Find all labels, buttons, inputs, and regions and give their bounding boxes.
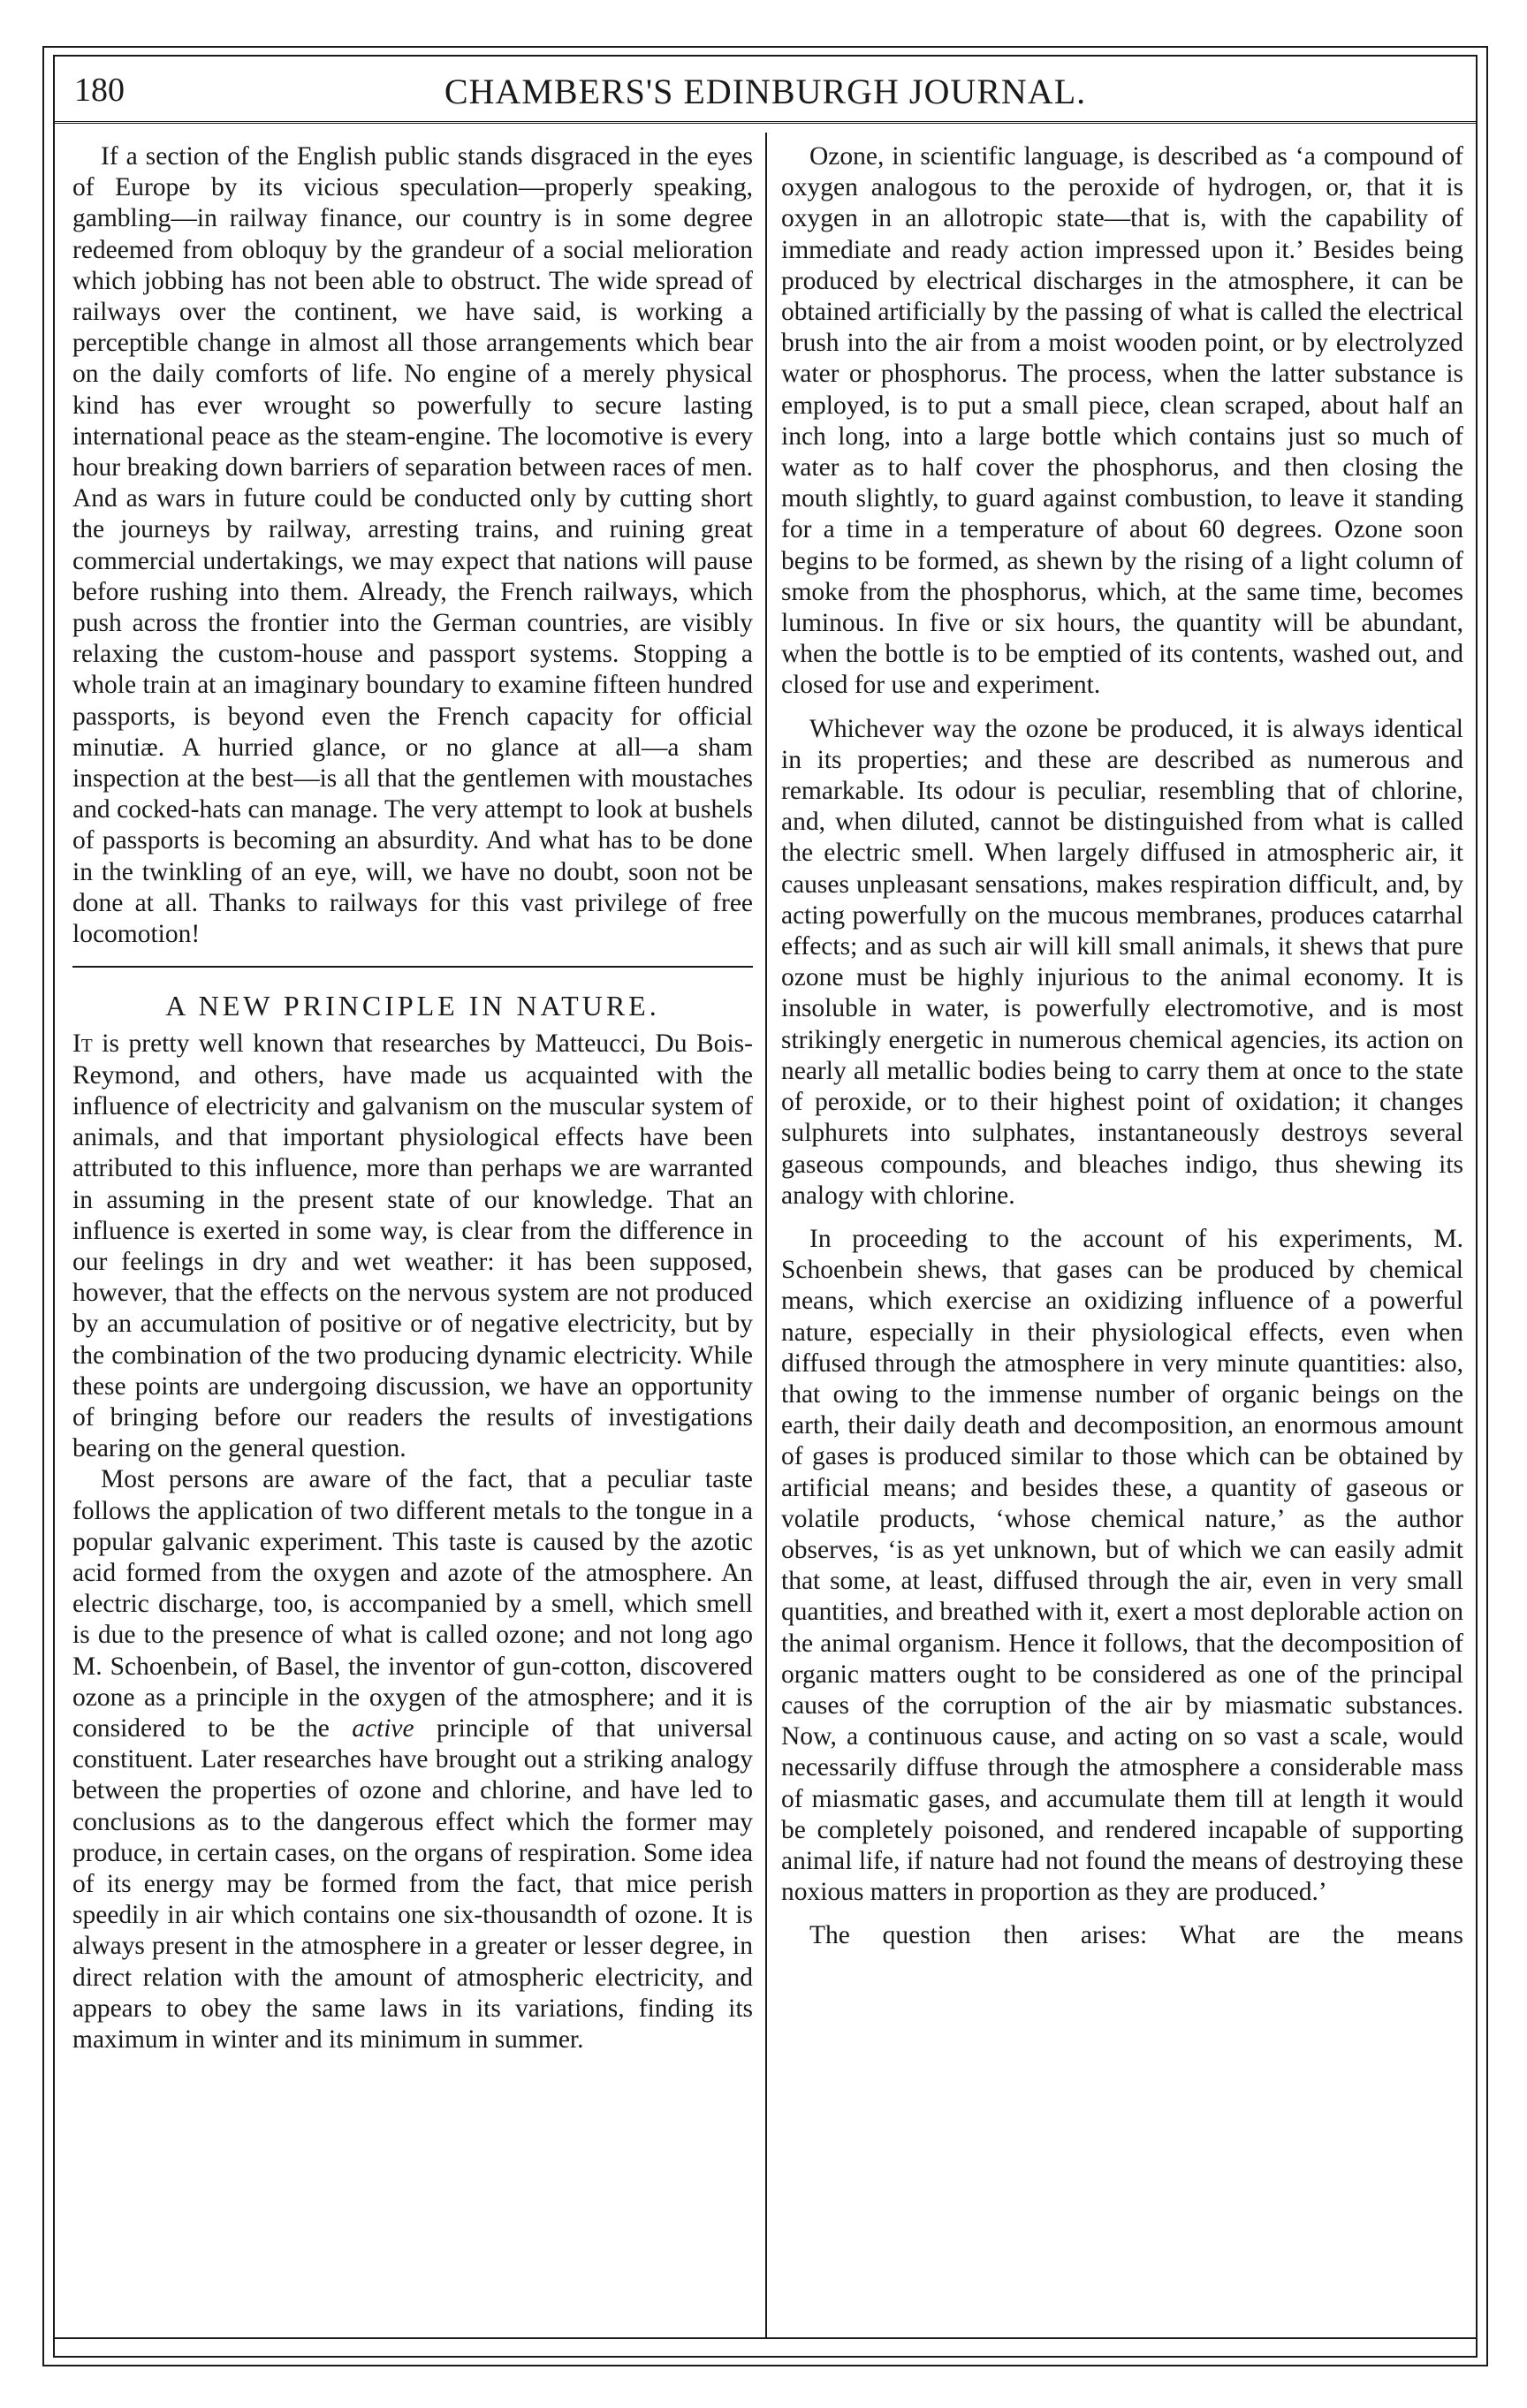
journal-title: CHAMBERS'S EDINBURGH JOURNAL. [444, 72, 1087, 111]
intro-paragraph: If a section of the English public stands disgraced in the eyes of Europe by its vicious speculation—properly speaking, gambling—in railway finance, our country is in some degree redeemed from obloquy by the grandeur of a social melioration which jobbing has not been able to obstruct. The wide spread of railways over the continent, we have said, is working a perceptible change in almost all those arrangements which bear on the daily comforts of life. No engine of a merely physical kind has ever wrought so powerfully to secure lasting international peace as the steam-engine. The locomotive is every hour breaking down barriers of separation between races of men. And as wars in future could be conducted only by cutting short the journeys by railway, arresting trains, and ruining great commercial undertakings, we may expect that nations will pause before rushing into them. Already, the French railways, which push across the frontier into the German countries, are visibly relaxing the custom-house and passport systems. Stopping a whole train at an imaginary boundary to examine fifteen hundred passports, is beyond even the French capacity for official minutiæ. A hurried glance, or no glance at all—a sham inspection at the best—is all that the gentlemen with moustaches and cocked-hats can manage. The very attempt to look at bushels of passports is becoming an absurdity. And what has to be done in the twinkling of an eye, will, we have no doubt, soon not be done at all. Thanks to railways for this vast privilege of free locomotion! [72, 142, 753, 949]
left-column [72, 141, 753, 2055]
page-number: 180 [74, 72, 125, 109]
article-paragraph-2-emphasis: active [352, 1713, 414, 1743]
bottom-rule [53, 2337, 1478, 2339]
section-divider [72, 966, 753, 968]
ozone-paragraph-4: The question then arises: What are the means [809, 1921, 1463, 1950]
article-lead-word: It [72, 1029, 93, 1059]
article-paragraph-2-part-a: Most persons are aware of the fact, that a peculiar taste follows the application of two different metals to the tongue in a popular galvanic experiment. This taste is caused by the azotic acid formed from the oxygen and azote of the atmosphere. An electric discharge, too, is accompanied by a smell, which smell is due to the presence of what is called ozone; and not long ago M. Schoenbein, of Basel, the inventor of gun-cotton, discovered ozone as a principle in the oxygen of the atmosphere; and it is considered to be the [72, 1465, 753, 1743]
column-divider [765, 133, 767, 2337]
article-paragraph-2-part-b: principle of that universal constituent. Later researches have brought out a striking analogy between the properties of ozone and chlorine, and have led to conclusions as to the dangerous effect which the former may produce, in certain cases, on the organs of respiration. Some idea of its energy may be formed from the fact, that mice perish speedily in air which contains one six-thousandth of ozone. It is always present in the atmosphere in a greater or lesser degree, in direct relation with the amount of atmospheric electricity, and appears to obey the same laws in its variations, finding its maximum in winter and its minimum in summer. [72, 1713, 753, 2054]
article-paragraph-1-text: is pretty well known that researches by Matteucci, Du Bois-Reymond, and others, have made us acquainted with the influence of electricity and galvanism on the muscular system of animals, and that important physiological effects have been attributed to this influence, more than perhaps we are warranted in assuming in the present state of our knowledge. That an influence is exerted in some way, is clear from the difference in our feelings in dry and wet weather: it has been supposed, however, that the effects on the nervous system are not produced by an accumulation of positive or of negative electricity, but by the combination of the two producing dynamic electricity. While these points are undergoing discussion, we have an opportunity of bringing before our readers the results of investigations bearing on the general question. [72, 1029, 753, 1463]
right-column [781, 141, 1463, 1952]
ozone-paragraph-3: In proceeding to the account of his experiments, M. Schoenbein shews, that gases can be produced by chemical means, which exercise an oxidizing influence of a powerful nature, especially in their physiological effects, even when diffused through the atmosphere in very minute quantities: also, that owing to the immense number of organic beings on the earth, their daily death and decomposition, an enormous amount of gases is produced similar to those which can be obtained by artificial means; and besides these, a quantity of gaseous or volatile products, ‘whose chemical nature,’ as the author observes, ‘is as yet unknown, but of which we can easily admit that some, at least, diffused through the air, even in very small quantities, and breathed with it, exert a most deplorable action on the animal organism. Hence it follows, that the decomposition of organic matters ought to be considered as one of the principal causes of the corruption of the air by miasmatic substances. Now, a continuous cause, and acting on so vast a scale, would necessarily diffuse through the atmosphere a considerable mass of miasmatic gases, and accumulate them till at length it would be completely poisoned, and rendered incapable of supporting animal life, if nature had not found the means of destroying these noxious matters in proportion as they are produced.’ [781, 1224, 1463, 1907]
article-paragraph-2 [72, 1464, 753, 2055]
page-header [53, 55, 1478, 124]
ozone-paragraph-1: Ozone, in scientific language, is described as ‘a compound of oxygen analogous to the peroxide of hydrogen, or, that it is oxygen in an allotropic state—that is, with the capability of immediate and ready action impressed upon it.’ Besides being produced by electrical discharges in the atmosphere, it can be obtained artificially by the passing of what is called the electrical brush into the air from a moist wooden point, or by electrolyzed water or phosphorus. The process, when the latter substance is employed, is to put a small piece, clean scraped, about half an inch long, into a large bottle which contains just so much of water as to half cover the phosphorus, and then closing the mouth slightly, to guard against combustion, to leave it standing for a time in a temperature of about 60 degrees. Ozone soon begins to be formed, as shewn by the rising of a light column of smoke from the phosphorus, which, at the same time, becomes luminous. In five or six hours, the quantity will be abundant, when the bottle is to be emptied of its contents, washed out, and closed for use and experiment. [781, 142, 1463, 700]
article-title: A NEW PRINCIPLE IN NATURE. [165, 990, 660, 1022]
article-paragraph-1 [72, 1029, 753, 1464]
ozone-paragraph-2: Whichever way the ozone be produced, it is always identical in its properties; and these are described as numerous and remarkable. Its odour is peculiar, resembling that of chlorine, and, when diluted, cannot be distinguished from what is called the electric smell. When largely diffused in atmospheric air, it causes unpleasant sensations, makes respiration difficult, and, by acting powerfully on the mucous membranes, produces catarrhal effects; and as such air will kill small animals, it shews that pure ozone must be highly injurious to the animal economy. It is insoluble in water, is powerfully electromotive, and is most strikingly energetic in numerous chemical agencies, its action on nearly all metallic bodies being to carry them at once to the state of peroxide, or to their highest point of oxidation; it changes sulphurets into sulphates, instantaneously destroys several gaseous compounds, and bleaches indigo, thus shewing its analogy with chlorine. [781, 714, 1463, 1210]
